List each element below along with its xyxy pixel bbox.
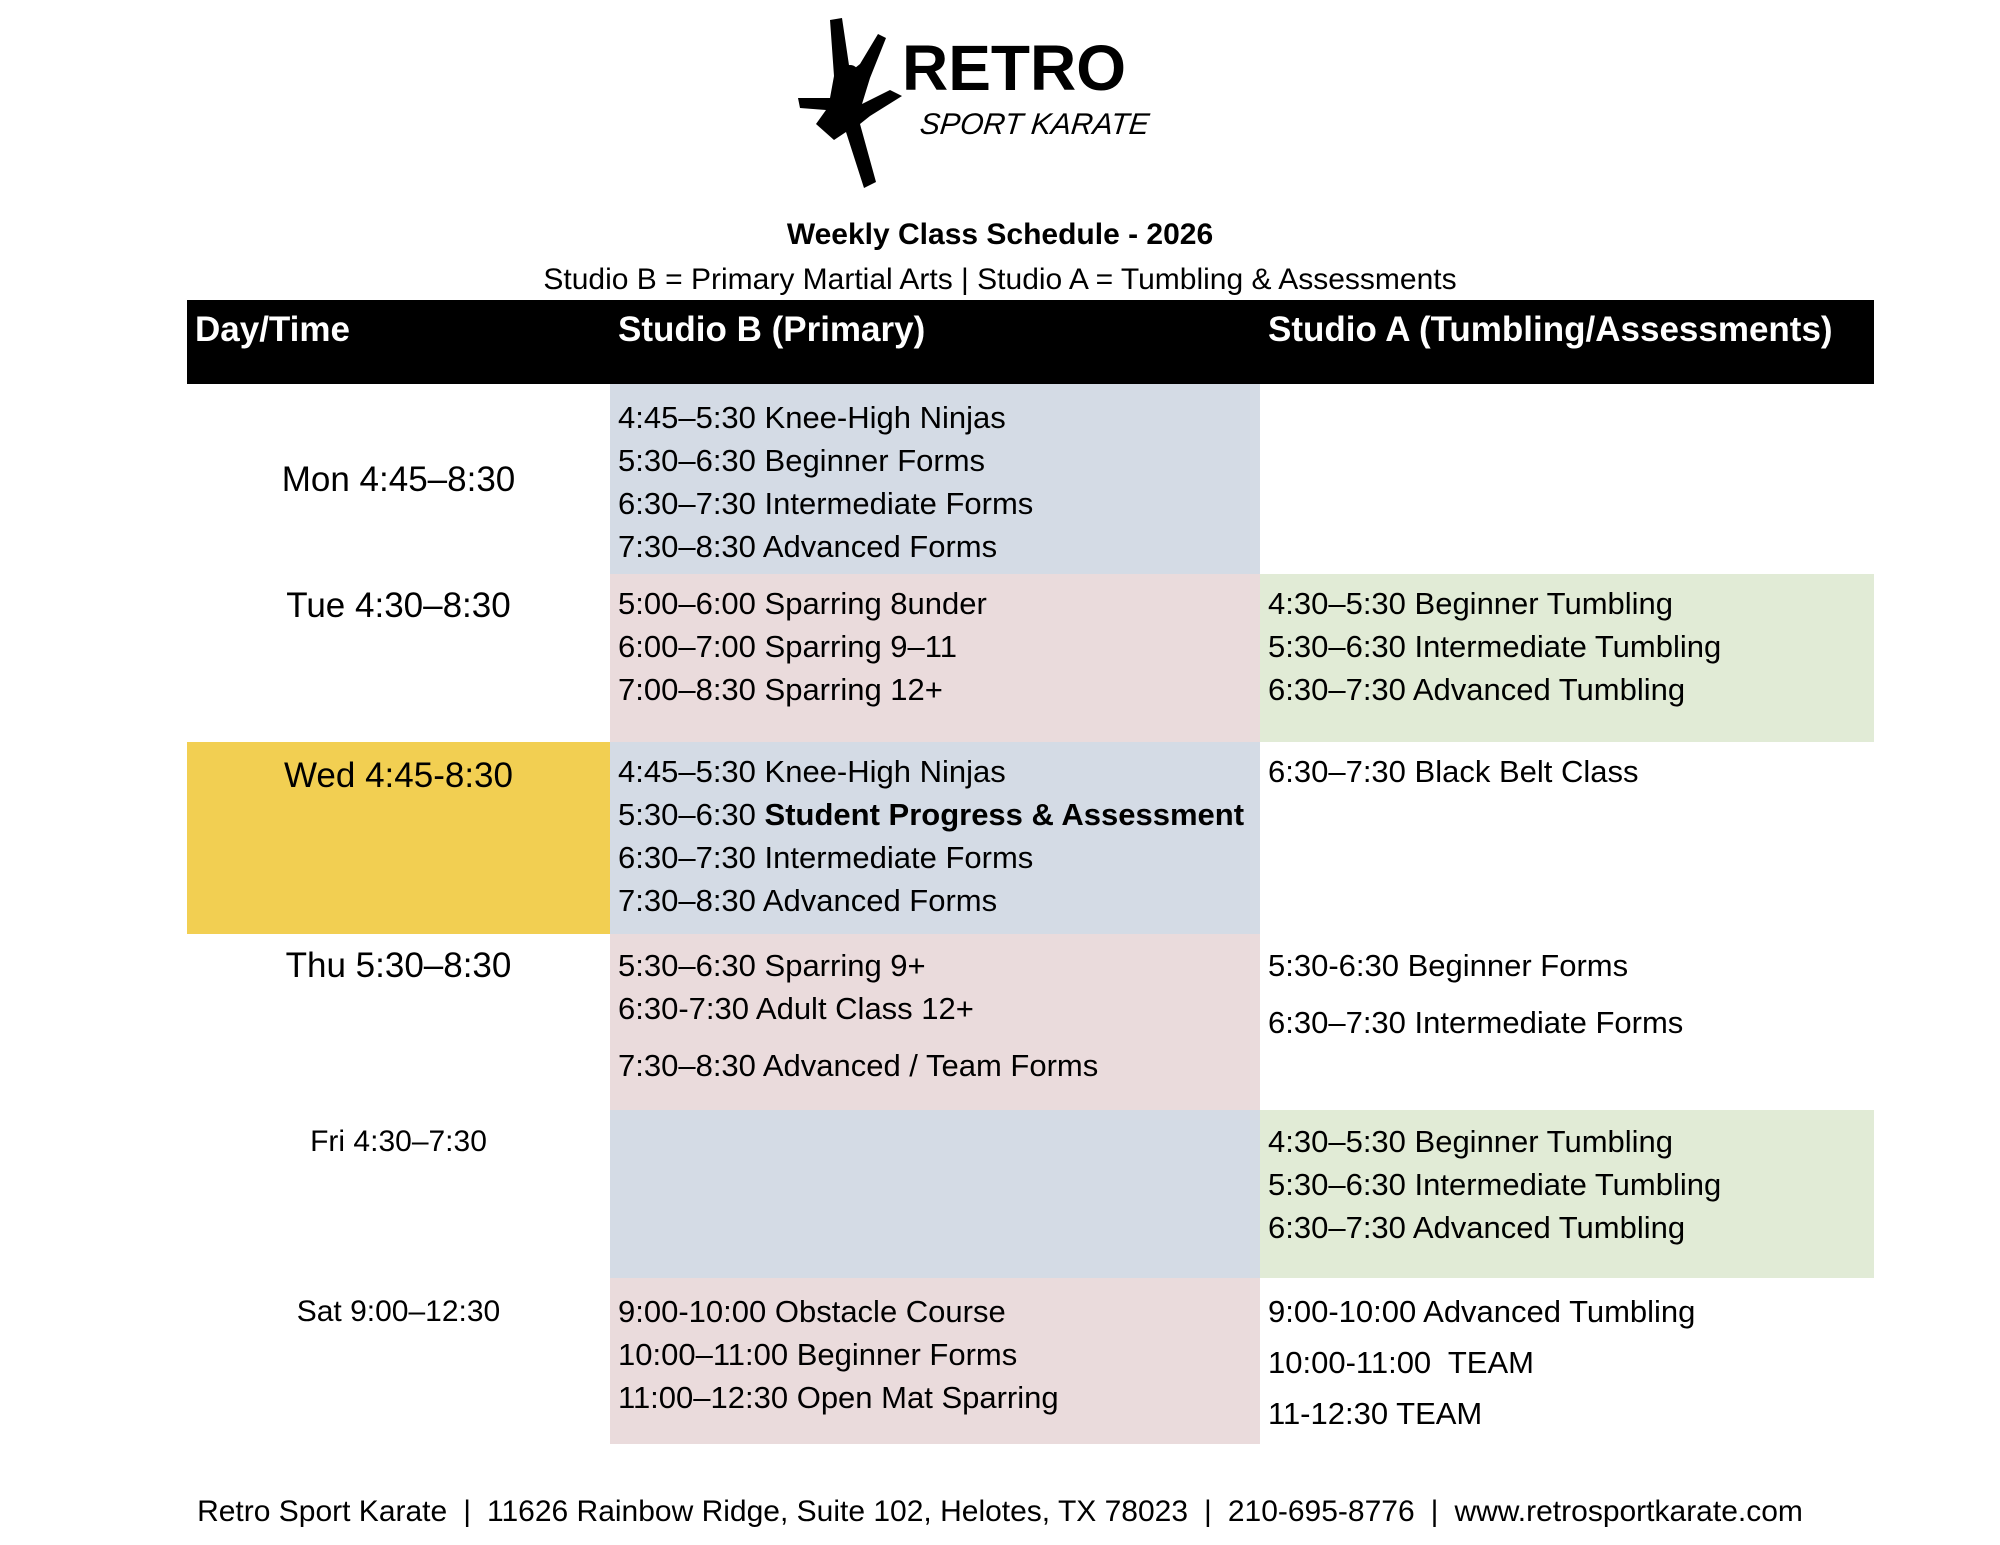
table-row [187, 934, 1874, 1110]
class-entry: 5:30–6:30 Sparring 9+ [618, 948, 926, 983]
studio-b-cell-empty [610, 1110, 1260, 1278]
class-entry: 9:00-10:00 Advanced Tumbling [1268, 1294, 1696, 1329]
day-label: Mon 4:45–8:30 [281, 459, 516, 499]
page-title: Weekly Class Schedule - 2026 [786, 218, 1214, 251]
schedule-table [187, 300, 1874, 1444]
class-entry [618, 793, 1252, 836]
header-studio-a: Studio A (Tumbling/Assessments) [1260, 300, 1874, 384]
studio-a-cell [1260, 742, 1874, 934]
studio-b-cell [610, 384, 1260, 574]
day-cell-wed [187, 742, 610, 934]
studio-b-cell [610, 934, 1260, 1110]
class-entry: 7:30–8:30 Advanced / Team Forms [618, 1048, 1099, 1083]
class-entry: 4:45–5:30 Knee-High Ninjas [618, 400, 1006, 435]
class-entry: 6:30–7:30 Advanced Tumbling [1268, 1210, 1686, 1245]
table-row [187, 742, 1874, 934]
page-subtitle: Studio B = Primary Martial Arts | Studio A = Tumbling & Assessments [543, 263, 1457, 296]
class-entry: 7:00–8:30 Sparring 12+ [618, 672, 943, 707]
class-entry: 6:30-7:30 Adult Class 12+ [618, 991, 974, 1026]
day-label: Wed 4:45-8:30 [284, 756, 513, 795]
logo-word-sport-karate: SPORT KARATE [918, 108, 1151, 141]
retro-sport-karate-logo [790, 12, 1170, 202]
class-entry: 5:30–6:30 Intermediate Tumbling [1268, 1167, 1722, 1202]
studio-a-cell [1260, 574, 1874, 742]
header-day-time: Day/Time [187, 300, 610, 384]
footer-separator: | [1204, 1495, 1212, 1528]
class-entry: 5:30–6:30 Beginner Forms [618, 443, 986, 478]
studio-a-cell [1260, 1278, 1874, 1444]
class-entry: 6:30–7:30 Advanced Tumbling [1268, 672, 1686, 707]
footer-business-name: Retro Sport Karate [197, 1495, 448, 1528]
class-entry: 5:30-6:30 Beginner Forms [1268, 948, 1629, 983]
studio-b-cell [610, 742, 1260, 934]
class-time: 5:30–6:30 [618, 797, 765, 832]
class-name-highlight: Student Progress & Assessment [764, 797, 1245, 832]
class-entry: 6:30–7:30 Intermediate Forms [618, 486, 1034, 521]
day-cell-tue [187, 574, 610, 742]
class-entry: 5:30–6:30 Intermediate Tumbling [1268, 629, 1722, 664]
class-entry: 4:30–5:30 Beginner Tumbling [1268, 586, 1674, 621]
footer-separator: | [463, 1495, 471, 1528]
class-entry: 6:30–7:30 Intermediate Forms [1268, 1005, 1684, 1040]
class-entry: 6:30–7:30 Intermediate Forms [618, 840, 1034, 875]
footer-separator: | [1430, 1495, 1439, 1528]
class-entry: 11-12:30 TEAM [1268, 1396, 1483, 1431]
class-entry: 6:30–7:30 Black Belt Class [1268, 754, 1639, 789]
class-entry: 5:00–6:00 Sparring 8under [618, 586, 987, 621]
table-header-row [187, 300, 1874, 384]
studio-a-cell [1260, 934, 1874, 1110]
studio-a-cell [1260, 1110, 1874, 1278]
day-label: Fri 4:30–7:30 [310, 1125, 487, 1158]
class-entry: 9:00-10:00 Obstacle Course [618, 1294, 1006, 1329]
studio-a-cell-empty [1260, 384, 1874, 574]
day-cell-sat [187, 1278, 610, 1444]
table-row [187, 574, 1874, 742]
footer-phone: 210-695-8776 [1227, 1495, 1415, 1528]
class-entry: 10:00–11:00 Beginner Forms [618, 1337, 1018, 1372]
table-row [187, 1278, 1874, 1444]
day-label: Tue 4:30–8:30 [286, 586, 511, 625]
class-entry: 6:00–7:00 Sparring 9–11 [618, 629, 957, 664]
class-entry: 7:30–8:30 Advanced Forms [618, 529, 998, 564]
footer-website: www.retrosportkarate.com [1454, 1495, 1803, 1528]
day-cell-mon [187, 384, 610, 574]
day-cell-fri [187, 1110, 610, 1278]
day-cell-thu [187, 934, 610, 1110]
footer-address: 11626 Rainbow Ridge, Suite 102, Helotes, TX 78023 [487, 1495, 1189, 1528]
class-entry: 10:00-11:00 TEAM [1268, 1345, 1534, 1380]
class-entry: 7:30–8:30 Advanced Forms [618, 883, 998, 918]
table-row [187, 1110, 1874, 1278]
header-studio-b: Studio B (Primary) [610, 300, 1260, 384]
class-entry: 4:45–5:30 Knee-High Ninjas [618, 754, 1006, 789]
footer-contact [0, 1495, 2000, 1529]
logo-word-retro: RETRO [902, 32, 1126, 104]
class-entry: 11:00–12:30 Open Mat Sparring [618, 1380, 1059, 1415]
class-entry: 4:30–5:30 Beginner Tumbling [1268, 1124, 1674, 1159]
day-label: Thu 5:30–8:30 [285, 946, 512, 985]
day-label: Sat 9:00–12:30 [296, 1295, 501, 1328]
table-row [187, 384, 1874, 574]
studio-b-cell [610, 574, 1260, 742]
karate-silhouette-icon [798, 18, 902, 188]
studio-b-cell [610, 1278, 1260, 1444]
